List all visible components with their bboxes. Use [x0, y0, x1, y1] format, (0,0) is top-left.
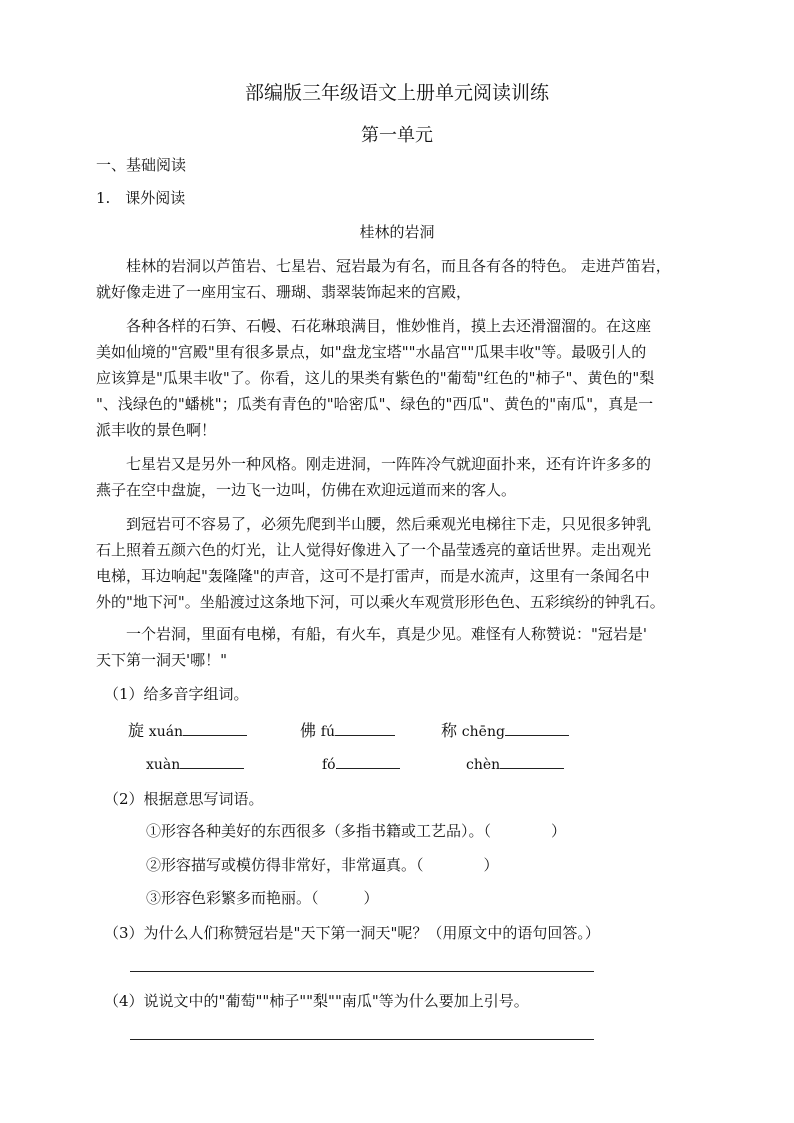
passage-line: 天下第一洞天'哪！": [96, 651, 228, 669]
question-3-label: （3）为什么人们称赞冠岩是"天下第一洞天"呢？（用原文中的语句回答。）: [104, 924, 600, 942]
passage-paragraph: [96, 621, 698, 673]
passage-line: 派丰收的景色啊！: [96, 421, 217, 439]
passage-line: 电梯，耳边响起"轰隆隆"的声音，这可不是打雷声，而是水流声，这里有一条闻名中: [96, 567, 650, 585]
passage-paragraph: [96, 511, 698, 615]
answer-line[interactable]: [130, 1039, 594, 1040]
passage-line: 七星岩又是另外一种风格。刚走进洞，一阵阵冷气就迎面扑来，还有许许多多的: [96, 455, 652, 473]
answer-blank[interactable]: [335, 721, 395, 736]
passage-paragraph: [96, 451, 698, 503]
pinyin: chēng: [461, 724, 505, 740]
section-heading: 一、基础阅读: [96, 156, 187, 174]
pinyin: xuán: [148, 724, 184, 740]
passage-title: 桂林的岩洞: [359, 223, 435, 241]
polyphone-item: [441, 718, 569, 741]
passage-line: 石上照着五颜六色的灯光，让人觉得好像进入了一个晶莹透亮的童话世界。走出观光: [96, 541, 652, 559]
polyphone-item: [128, 718, 247, 741]
passage-line: 美如仙境的"宫殿"里有很多景点，如"盘龙宝塔""水晶宫""瓜果丰收"等。最吸引人的: [96, 343, 647, 361]
question-2-item: ③形容色彩繁多而艳丽。（ ）: [146, 889, 379, 907]
passage-line: 应该算是"瓜果丰收"了。你看，这儿的果类有紫色的"葡萄"红色的"柿子"、黄色的"梨: [96, 369, 655, 387]
polyphone-char: 佛: [300, 721, 317, 740]
polyphone-item: [322, 754, 400, 773]
page-title: 部编版三年级语文上册单元阅读训练: [244, 82, 549, 104]
polyphone-item: [466, 754, 564, 773]
answer-line[interactable]: [130, 971, 594, 972]
passage-line: 燕子在空中盘旋，一边飞一边叫，仿佛在欢迎远道而来的客人。: [96, 481, 517, 499]
passage-line: 外的"地下河"。坐船渡过这条地下河，可以乘火车观赏形形色色、五彩缤纷的钟乳石。: [96, 593, 665, 611]
passage-line: 到冠岩可不容易了，必须先爬到半山腰，然后乘观光电梯往下走，只见很多钟乳: [96, 515, 652, 533]
passage-line: 一个岩洞，里面有电梯，有船，有火车，真是少见。难怪有人称赞说："冠岩是': [96, 625, 648, 643]
subsection-heading: 1. 课外阅读: [96, 189, 186, 207]
passage-paragraph: [96, 253, 698, 305]
question-2-item: ②形容描写或模仿得非常好，非常逼真。（ ）: [146, 856, 499, 874]
answer-blank[interactable]: [336, 754, 400, 769]
unit-title: 第一单元: [361, 125, 433, 146]
polyphone-item: [146, 754, 244, 773]
passage-line: 桂林的岩洞以芦笛岩、七星岩、冠岩最为有名，而且各有各的特色。 走进芦笛岩，: [96, 257, 671, 275]
question-2-item: ①形容各种美好的东西很多（多指书籍或工艺品）。（ ）: [146, 822, 567, 840]
pinyin: chèn: [466, 757, 501, 773]
answer-blank[interactable]: [500, 754, 564, 769]
passage-line: 各种各样的石笋、石幔、石花琳琅满目，惟妙惟肖，摸上去还滑溜溜的。在这座: [96, 317, 652, 335]
passage-paragraph: [96, 313, 698, 443]
answer-blank[interactable]: [183, 721, 247, 736]
polyphone-char: 称: [441, 721, 458, 740]
pinyin: fú: [320, 724, 335, 740]
pinyin: xuàn: [146, 757, 181, 773]
polyphone-item: [300, 718, 395, 741]
question-1-label: （1）给多音字组词。: [104, 685, 249, 703]
question-2-label: （2）根据意思写词语。: [104, 790, 264, 808]
answer-blank[interactable]: [505, 721, 569, 736]
pinyin: fó: [322, 757, 336, 773]
question-4-label: （4）说说文中的"葡萄""柿子""梨""南瓜"等为什么要加上引号。: [104, 992, 529, 1010]
answer-blank[interactable]: [180, 754, 244, 769]
passage-line: "、浅绿色的"蟠桃"；瓜类有青色的"哈密瓜"、绿色的"西瓜"、黄色的"南瓜"，真是一: [96, 395, 654, 413]
polyphone-char: 旋: [128, 721, 145, 740]
passage-line: 就好像走进了一座用宝石、珊瑚、翡翠装饰起来的宫殿，: [96, 283, 472, 301]
